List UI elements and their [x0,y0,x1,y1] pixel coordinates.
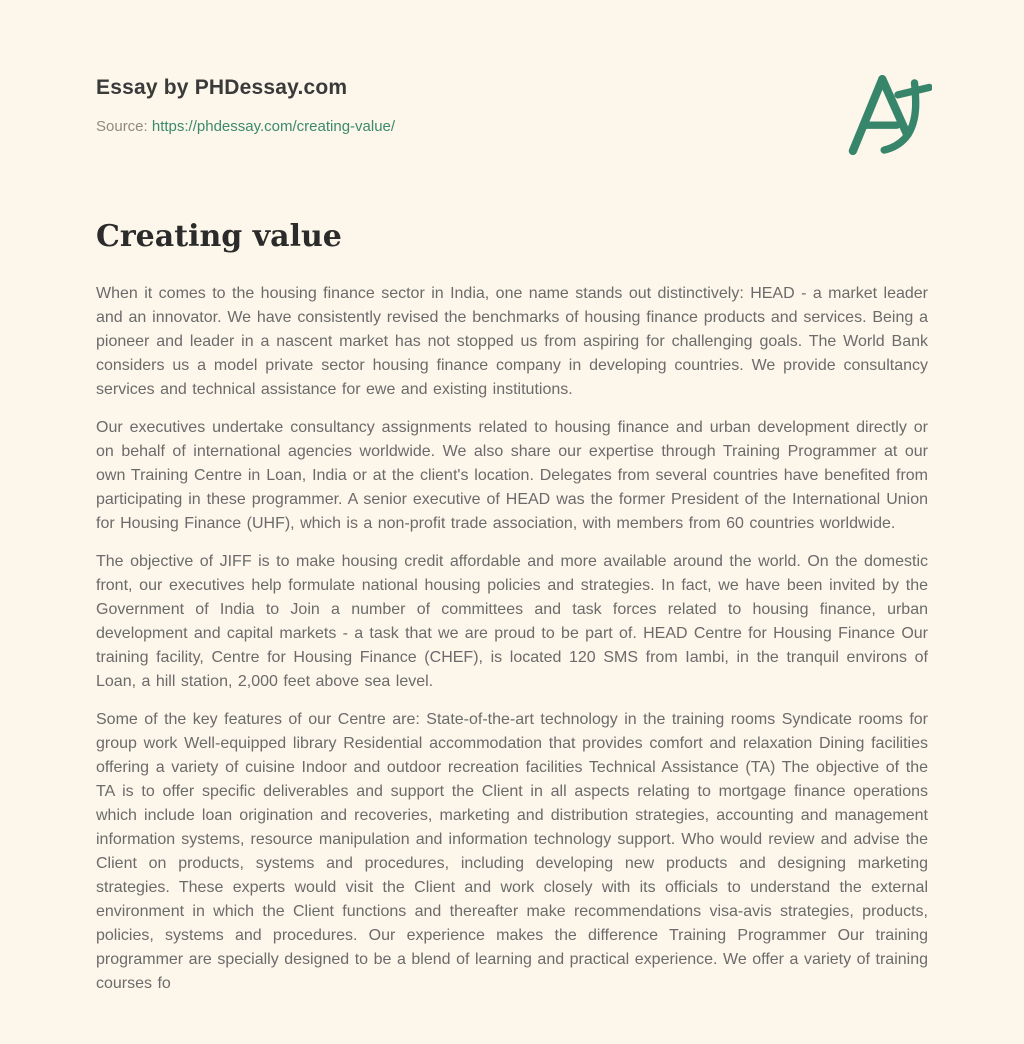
aj-monogram-icon [840,68,932,164]
article-body [96,282,928,996]
source-url-link[interactable]: https://phdessay.com/creating-value/ [151,118,396,135]
source-line [96,118,928,135]
page-title: Creating value [96,219,342,254]
source-label: Source: [96,118,148,135]
body-paragraph-3: The objective of JIFF is to make housing credit affordable and more available around the world. On the domestic front, our executives help formulate national housing policies and strategies. In fact, we have been invited by the Government of India to Join a number of committees and task forces related to housing finance, urban development and capital markets - a task that we are proud to be part of. HEAD Centre for Housing Finance Our training facility, Centre for Housing Finance (CHEF), is located 120 SMS from Iambi, in the tranquil environs of Loan, a hill station, 2,000 feet above sea level. [96,553,928,690]
body-paragraph-2: Our executives undertake consultancy assignments related to housing finance and urban development directly or on behalf of international agencies worldwide. We also share our expertise through Training Programmer at our own Training Centre in Loan, India or at the client's location. Delegates from several countries have benefited from participating in these programmer. A senior executive of HEAD was the former President of the International Union for Housing Finance (UHF), which is a non-profit trade association, with members from 60 countries worldwide. [96,419,928,532]
essay-byline: Essay by PHDessay.com [96,76,348,99]
body-paragraph-1: When it comes to the housing finance sector in India, one name stands out distinctively: HEAD - a market leader and an innovator. We have consistently revised the benchmarks of housing finance products and services. Being a pioneer and leader in a nascent market has not stopped us from aspiring for challenging goals. The World Bank considers us a model private sector housing finance company in developing countries. We provide consultancy services and technical assistance for ewe and existing institutions. [96,285,928,398]
phdessay-logo [840,68,932,164]
body-paragraph-4: Some of the key features of our Centre are: State-of-the-art technology in the training rooms Syndicate rooms for group work Well-equipped library Residential accommodation that provides comfort and relaxation Dining facilities offering a variety of cuisine Indoor and outdoor recreation facilities Technical Assistance (TA) The objective of the TA is to offer specific deliverables and support the Client in all aspects relating to mortgage finance operations which include loan origination and recoveries, marketing and distribution strategies, accounting and management information systems, resource manipulation and information technology support. Who would review and advise the Client on products, systems and procedures, including developing new products and designing marketing strategies. These experts would visit the Client and work closely with its officials to understand the external environment in which the Client functions and thereafter make recommendations visa-avis strategies, products, policies, systems and procedures. Our experience makes the difference Training Programmer Our training programmer are specially designed to be a blend of learning and practical experience. We offer a variety of training courses fo [96,711,928,992]
